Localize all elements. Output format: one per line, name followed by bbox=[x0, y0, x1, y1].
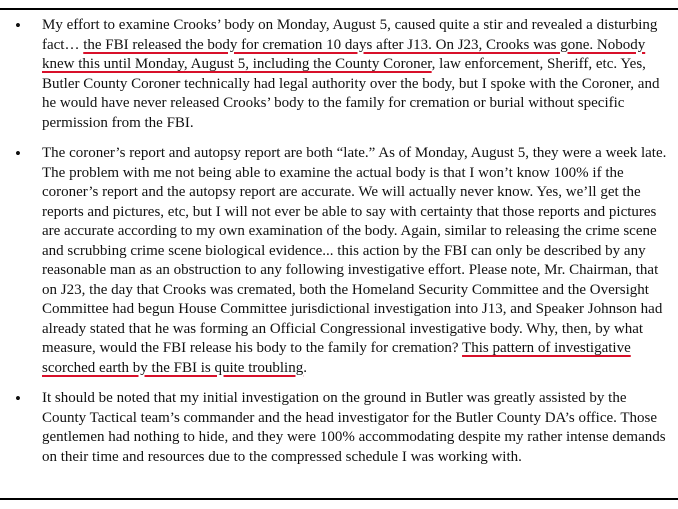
highlighted-text-segment: This pattern of investigative scorched earth by the FBI is quite troubling bbox=[42, 340, 631, 376]
text-segment: It should be noted that my initial investigation on the ground in Butler was greatly assisted by the County Tactical team’s commander and the head investigator for the Butler County DA’s office. Those gentlemen had nothing to hide, and they were 100% accommodating despite my rather intense demands on their time and resources due to the compressed schedule I was working with. bbox=[42, 390, 666, 465]
bullet-paragraph bbox=[42, 389, 672, 467]
top-border-rule bbox=[0, 8, 678, 10]
bottom-border-rule bbox=[0, 498, 678, 500]
text-segment: The coroner’s report and autopsy report are both “late.” As of Monday, August 5, they were a week late. The problem with me not being able to examine the actual body is that I won’t know 100% if the coroner’s report and the autopsy report are accurate. We will actually never know. Yes, we’ll get the reports and pictures, etc, but I will not ever be able to say with certainty that those reports and pictures are accurate according to my own examination of the body. Again, similar to releasing the crime scene and scrubbing crime scene biological evidence... this action by the FBI can only be described by any reasonable man as an obstruction to any following investigative effort. Please note, Mr. Chairman, that on J23, the day that Crooks was cremated, both the Homeland Security Committee and the Oversight Committee had begun House Committee jurisdictional investigation into J13, and Speaker Johnson had already stated that he was forming an Official Congressional investigative body. Why, then, by what measure, would the FBI release his body to the family for cremation? bbox=[42, 145, 667, 356]
bullet-item-reports-late bbox=[0, 144, 678, 378]
bullet-marker: • bbox=[15, 389, 21, 408]
highlighted-text-segment: the FBI released the body for cremation 10 days after J13. On J23, Crooks was gone. Nobody knew this until Monday, August 5, including the County Coroner bbox=[42, 36, 646, 72]
bullet-marker: • bbox=[15, 144, 21, 163]
bullet-paragraph bbox=[42, 144, 672, 378]
bullet-marker: • bbox=[15, 16, 21, 35]
text-segment: My effort to examine Crooks’ body on Monday, August 5, caused quite a stir and revealed a disturbing fact… bbox=[42, 17, 658, 53]
bullet-item-butler-investigation bbox=[0, 389, 678, 467]
bullet-paragraph bbox=[42, 16, 672, 133]
bullet-item-cremation bbox=[0, 16, 678, 133]
text-segment: . bbox=[303, 359, 307, 376]
text-segment: , law enforcement, Sheriff, etc. Yes, Butler County Coroner technically had legal authority over the body, but I spoke with the Coroner, and he would have never released Crooks’ body to the family for cremation or burial without specific permission from the FBI. bbox=[42, 56, 660, 131]
document-body bbox=[0, 16, 678, 478]
